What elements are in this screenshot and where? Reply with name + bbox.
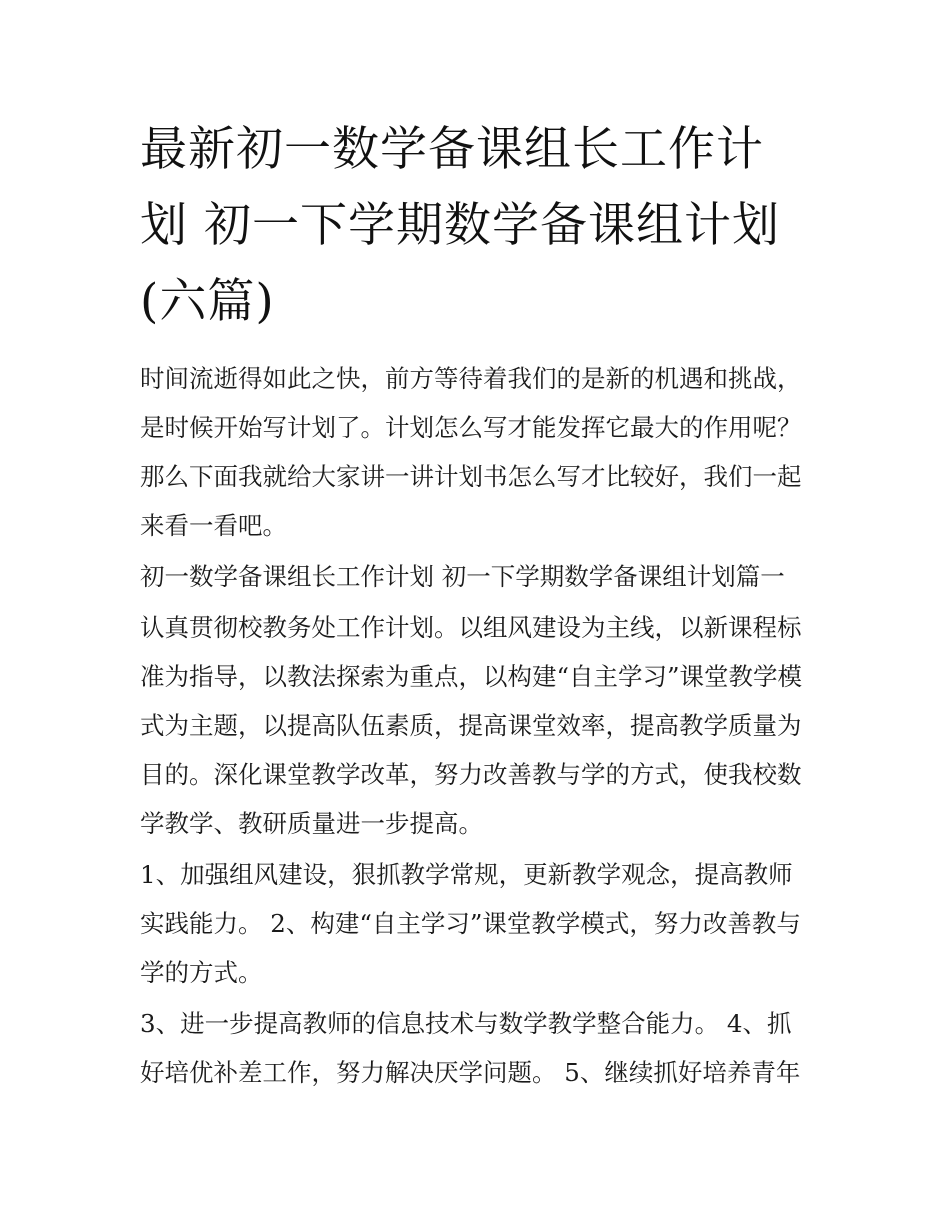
text-line: 学教学、教研质量进一步提高。 (140, 809, 483, 838)
text-line: 目的。深化课堂教学改革，努力改善教与学的方式，使我校数 (140, 760, 802, 789)
text-line: 认真贯彻校教务处工作计划。以组风建设为主线，以新课程标 (140, 613, 802, 642)
text-line: 是时候开始写计划了。计划怎么写才能发挥它最大的作用呢？ (140, 413, 802, 442)
title-line: 划 初一下学期数学备课组计划 (140, 198, 780, 253)
section-heading (140, 552, 820, 601)
title-line: (六篇) (140, 274, 275, 329)
document-body (140, 354, 820, 1097)
text-line: 1、加强组风建设，狠抓教学常规，更新教学观念，提高教师 (140, 860, 793, 889)
list-paragraph (140, 850, 820, 997)
document-title (140, 112, 820, 340)
text-line: 3、进一步提高教师的信息技术与数学教学整合能力。 4、抓 (140, 1009, 792, 1038)
text-line: 实践能力。 2、构建“自主学习”课堂教学模式，努力改善教与 (140, 909, 801, 938)
text-line: 好培优补差工作，努力解决厌学问题。 5、继续抓好培养青年 (140, 1058, 801, 1087)
text-line: 学的方式。 (140, 958, 263, 987)
list-paragraph (140, 999, 820, 1097)
body-paragraph (140, 603, 820, 848)
title-line: 最新初一数学备课组长工作计 (140, 122, 764, 177)
text-line: 准为指导，以教法探索为重点，以构建“自主学习”课堂教学模 (140, 662, 803, 691)
text-line: 初一数学备课组长工作计划 初一下学期数学备课组计划篇一 (140, 562, 785, 591)
intro-paragraph (140, 354, 820, 550)
text-line: 时间流逝得如此之快，前方等待着我们的是新的机遇和挑战， (140, 364, 802, 393)
text-line: 式为主题，以提高队伍素质，提高课堂效率，提高教学质量为 (140, 711, 802, 740)
text-line: 来看一看吧。 (140, 511, 287, 540)
text-line: 那么下面我就给大家讲一讲计划书怎么写才比较好，我们一起 (140, 462, 802, 491)
document-content (140, 112, 820, 1099)
